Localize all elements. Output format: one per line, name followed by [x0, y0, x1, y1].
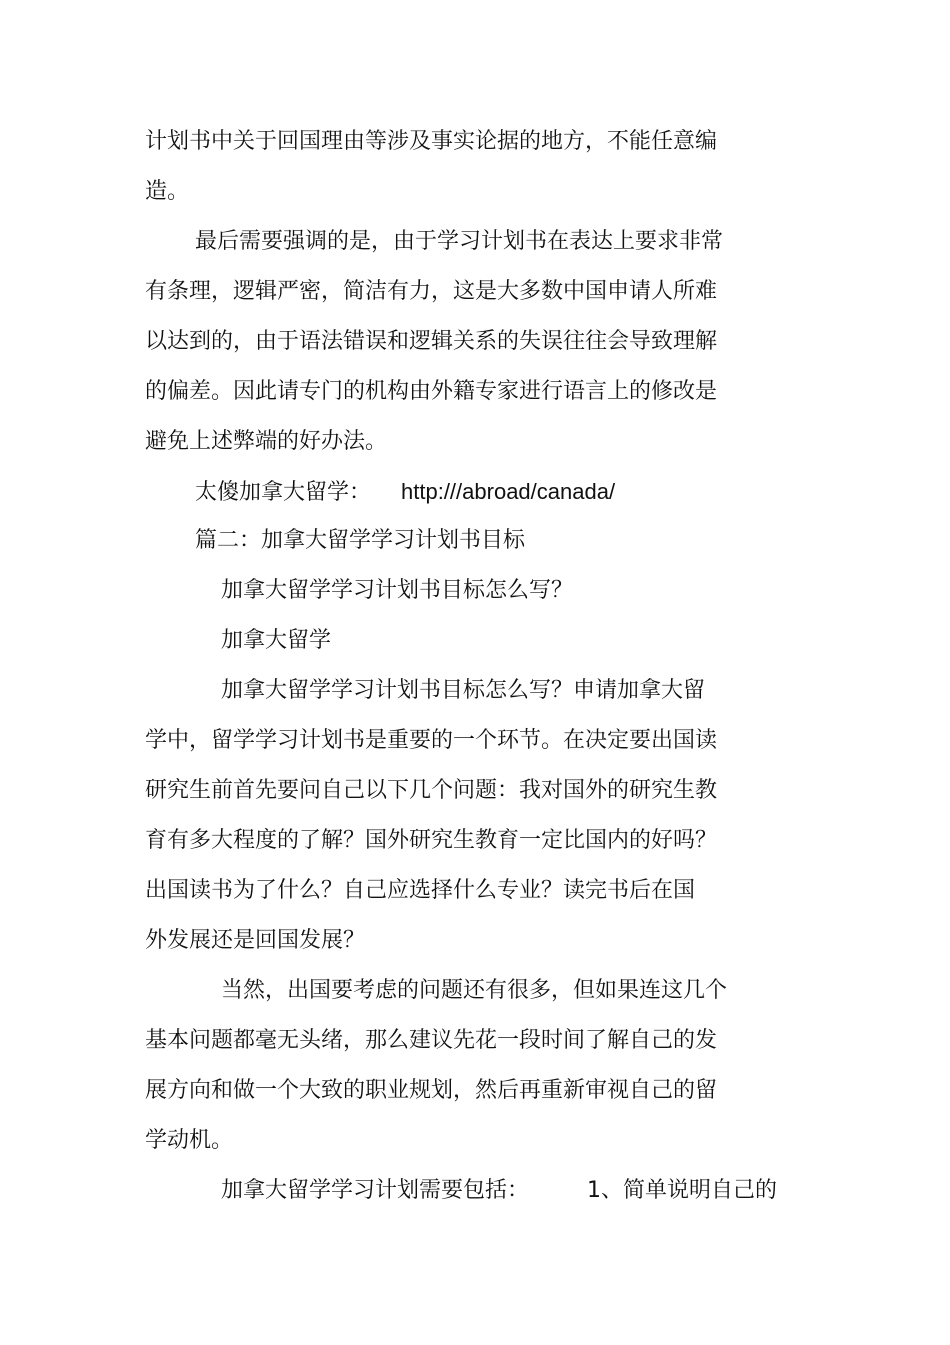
text-line: 计划书中关于回国理由等涉及事实论据的地方，不能任意编 [145, 129, 718, 154]
source-label: 太傻加拿大留学： [195, 480, 372, 505]
text-line: 避免上述弊端的好办法。 [145, 429, 388, 454]
text-line: 最后需要强调的是，由于学习计划书在表达上要求非常 [195, 229, 724, 254]
text-line: 展方向和做一个大致的职业规划，然后再重新审视自己的留 [145, 1078, 718, 1103]
text-line: 外发展还是回国发展？ [145, 928, 366, 953]
text-line: 基本问题都毫无头绪，那么建议先花一段时间了解自己的发 [145, 1028, 718, 1053]
text-line: 学中，留学学习计划书是重要的一个环节。在决定要出国读 [145, 728, 718, 753]
category-label: 加拿大留学 [221, 628, 332, 653]
text-line: 研究生前首先要问自己以下几个问题：我对国外的研究生教 [145, 778, 718, 803]
list-lead: 加拿大留学学习计划需要包括： [221, 1178, 530, 1203]
subtitle: 加拿大留学学习计划书目标怎么写？ [221, 578, 574, 603]
text-line: 育有多大程度的了解？国外研究生教育一定比国内的好吗？ [145, 828, 718, 853]
text-line: 当然，出国要考虑的问题还有很多，但如果连这几个 [221, 978, 728, 1003]
text-line: 以达到的，由于语法错误和逻辑关系的失误往往会导致理解 [145, 329, 718, 354]
text-line: 的偏差。因此请专门的机构由外籍专家进行语言上的修改是 [145, 379, 718, 404]
source-line [195, 477, 615, 508]
text-line: 造。 [145, 179, 190, 204]
list-item: 1、简单说明自己的 [587, 1178, 778, 1203]
text-line: 加拿大留学学习计划书目标怎么写？申请加拿大留 [221, 678, 706, 703]
list-lead-line [221, 1176, 777, 1206]
section-heading: 篇二：加拿大留学学习计划书目标 [195, 528, 526, 553]
text-line: 出国读书为了什么？自己应选择什么专业？读完书后在国 [145, 878, 696, 903]
source-url: http:///abroad/canada/ [401, 479, 616, 504]
text-line: 学动机。 [145, 1128, 234, 1153]
text-line: 有条理，逻辑严密，简洁有力，这是大多数中国申请人所难 [145, 279, 718, 304]
